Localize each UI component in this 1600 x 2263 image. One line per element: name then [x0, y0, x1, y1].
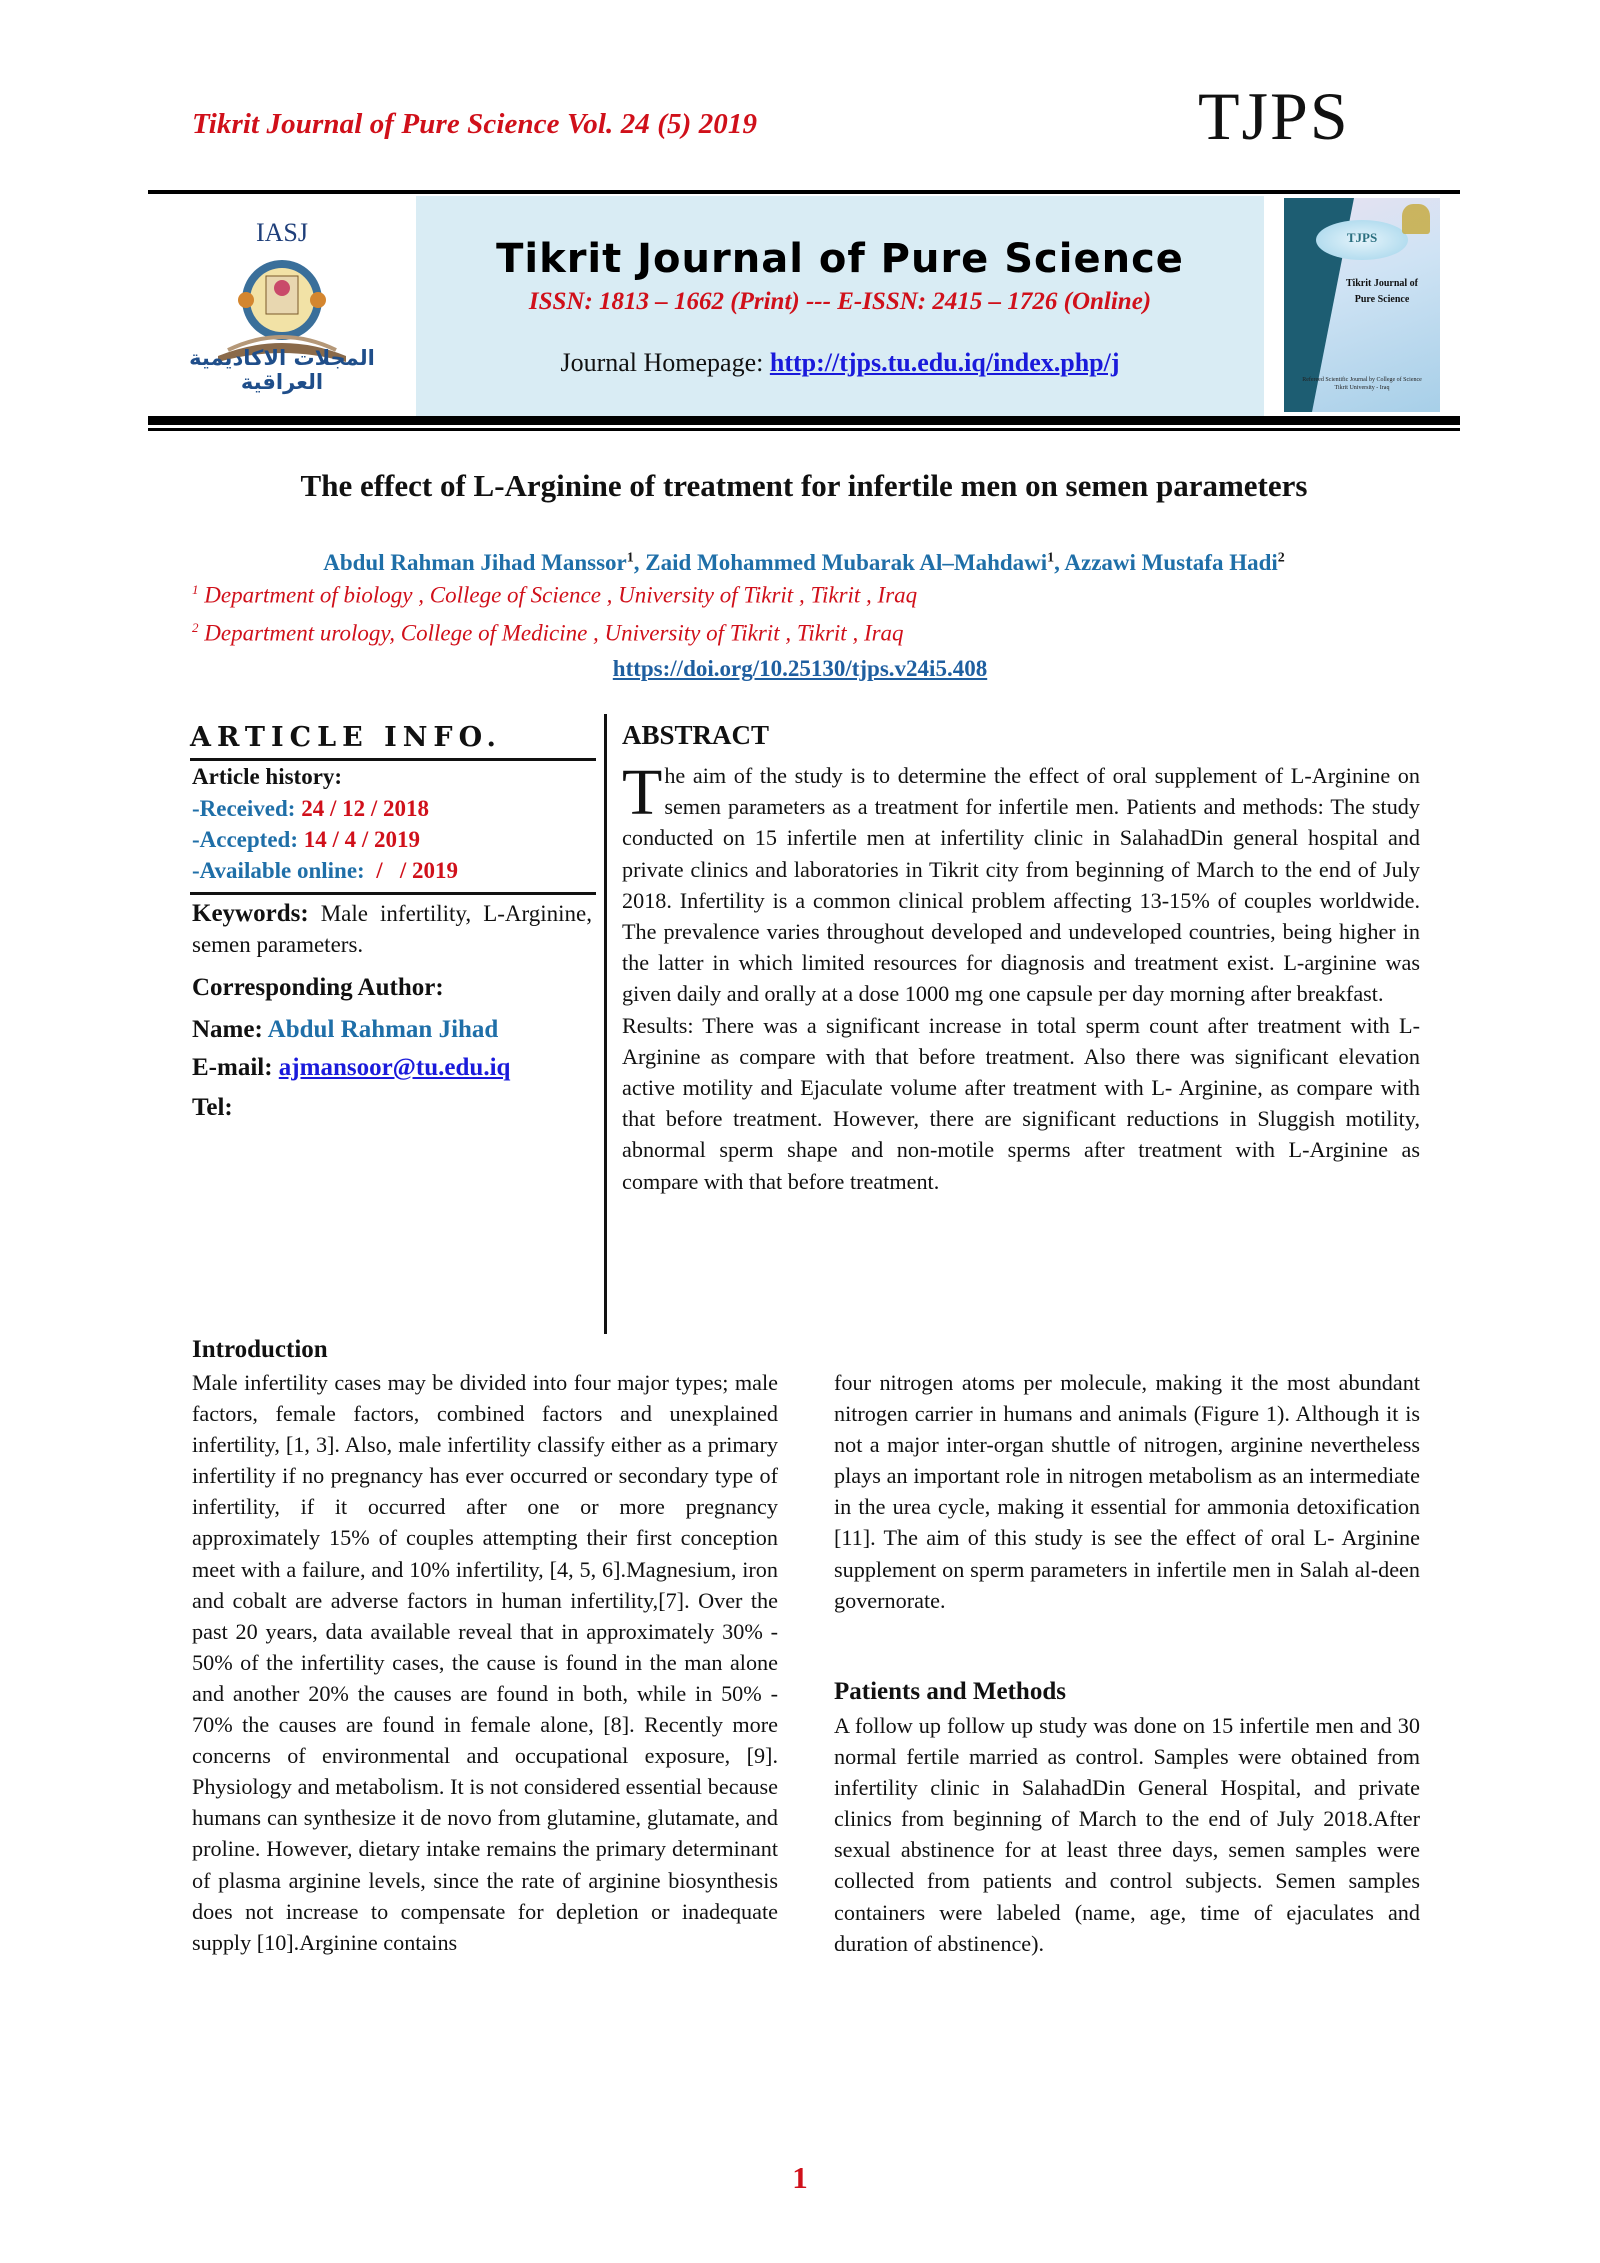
- homepage-label: Journal Homepage:: [560, 348, 770, 377]
- journal-cover-image: [1284, 198, 1440, 412]
- email-label: E-mail:: [192, 1054, 279, 1081]
- received-value: 24 / 12 / 2018: [301, 796, 429, 821]
- abstract-results: Results: There was a significant increase in total sperm count after treatment with L- Arginine as compare with that before treatment. Also there was significant elevation active motility and Ejaculate volume after treatment with L- Arginine, as compare with that before treatment. However, there are significant reductions in Sluggish motility, abnormal sperm shape and non-motile sperms after treatment with L-Arginine as compare with that before treatment.: [622, 1012, 1420, 1194]
- methods-text: A follow up follow up study was done on 15 infertile men and 30 normal fertile married as control. Samples were obtained from infertility clinic in SalahadDin General Hospital, and private clinics from beginning of March to the end of July 2018.After sexual abstinence for at least three days, semen samples were collected from patients and control subjects. Semen samples containers were labeled (name, age, time of ejaculates and duration of abstinence).: [834, 1713, 1420, 1956]
- journal-homepage: [416, 348, 1264, 378]
- running-head: Tikrit Journal of Pure Science Vol. 24 (5) 2019: [192, 108, 758, 140]
- corresponding-author-label: Corresponding Author:: [192, 974, 444, 1001]
- introduction-heading: Introduction: [192, 1336, 328, 1363]
- journal-banner: [416, 196, 1264, 416]
- author-affiliation-mark: 1: [626, 550, 634, 566]
- methods-column: [834, 1710, 1420, 1959]
- author-separator: ,: [633, 550, 646, 575]
- affiliation-number: 2: [192, 620, 199, 635]
- doi: [0, 656, 1600, 682]
- keywords-value: Male infertility, L-Arginine, semen parameters.: [192, 901, 592, 957]
- received-label: -Received:: [192, 796, 302, 821]
- iasj-label: IASJ: [255, 218, 308, 247]
- affiliation-2: [192, 620, 904, 647]
- available-label: -Available online:: [192, 858, 371, 883]
- author-list: [140, 550, 1468, 576]
- author-name: Azzawi Mustafa Hadi: [1064, 550, 1278, 575]
- tjps-brand-logo: TJPS: [1198, 78, 1350, 154]
- email-link[interactable]: ajmansoor@tu.edu.iq: [278, 1054, 511, 1081]
- cover-footer: [1290, 376, 1434, 393]
- banner-bottom-thin-rule: [148, 428, 1460, 431]
- article-info-rule: [190, 758, 596, 761]
- introduction-left-column: [192, 1367, 778, 1958]
- column-divider: [604, 714, 607, 1334]
- accepted-value: 14 / 4 / 2019: [303, 827, 421, 852]
- iasj-arabic-text: المجلات الاكاديمية العراقية: [189, 346, 375, 394]
- author-name: Abdul Rahman Jihad Manssor: [323, 550, 627, 575]
- journal-name: Tikrit Journal of Pure Science: [496, 236, 1184, 282]
- doi-link[interactable]: https://doi.org/10.25130/tjps.v24i5.408: [612, 656, 988, 681]
- author-separator: ,: [1054, 550, 1065, 575]
- cover-title: [1324, 276, 1440, 308]
- corresponding-name: [192, 1016, 498, 1044]
- author-affiliation-mark: 2: [1277, 550, 1285, 566]
- issn-line: ISSN: 1813 – 1662 (Print) --- E-ISSN: 2415 – 1726 (Online): [528, 288, 1152, 315]
- author-affiliation-mark: 1: [1047, 550, 1055, 566]
- keywords-label: Keywords:: [192, 900, 309, 927]
- page-number: 1: [792, 2160, 808, 2195]
- keywords: [192, 898, 592, 960]
- cover-badge-text: TJPS: [1346, 230, 1378, 245]
- corresponding-email: [192, 1054, 510, 1082]
- affiliation-number: 1: [192, 582, 199, 597]
- received-date: [192, 796, 429, 822]
- banner-bottom-rule: [148, 416, 1460, 425]
- homepage-link[interactable]: http://tjps.tu.edu.iq/index.php/j: [769, 348, 1120, 377]
- methods-heading: Patients and Methods: [834, 1678, 1066, 1705]
- name-value: Abdul Rahman Jihad: [267, 1016, 499, 1043]
- cover-panel: [1264, 194, 1460, 416]
- article-history-label: Article history:: [192, 764, 343, 789]
- name-label: Name:: [192, 1016, 268, 1043]
- corresponding-tel: Tel:: [192, 1094, 233, 1121]
- introduction-right-column: [834, 1367, 1420, 1616]
- article-info-heading: ARTICLE INFO.: [190, 722, 502, 753]
- iasj-logo-panel: [148, 194, 416, 416]
- affiliation-text: Department of biology , College of Science , University of Tikrit , Tikrit , Iraq: [204, 582, 918, 608]
- introduction-text-continued: four nitrogen atoms per molecule, making it the most abundant nitrogen carrier in humans and animals (Figure 1). Although it is not a major inter-organ shuttle of nitrogen, arginine nevertheless plays an important role in nitrogen metabolism as an intermediate in the urea cycle, making it essential for ammonia detoxification [11]. The aim of this study is see the effect of oral L- Arginine supplement on sperm parameters in infertile men in Salah al-deen governorate.: [834, 1370, 1420, 1613]
- drop-cap: T: [622, 756, 663, 829]
- accepted-label: -Accepted:: [192, 827, 304, 852]
- affiliation-text: Department urology, College of Medicine , University of Tikrit , Tikrit , Iraq: [204, 620, 904, 646]
- available-value: / / 2019: [370, 858, 458, 883]
- cover-footer-line2: Tikrit University - Iraq: [1334, 385, 1390, 392]
- affiliation-1: [192, 582, 917, 609]
- abstract-body: [622, 756, 1420, 1197]
- abstract-paragraph: [622, 756, 1420, 1010]
- author-name: Zaid Mohammed Mubarak Al–Mahdawi: [645, 550, 1048, 575]
- abstract-text: he aim of the study is to determine the effect of oral supplement of L-Arginine on semen parameters as a treatment for infertile men. Patients and methods: The study conducted on 15 infertile men at infertility clinic in SalahadDin general hospital and private clinics and laboratories in Tikrit city from beginning of March to the end of July 2018. Infertility is a common clinical problem affecting 13-15% of couples worldwide. The prevalence varies throughout developed and undeveloped countries, being higher in the latter in which limited resources for diagnosis and treatment exist. L-arginine was given daily and orally at a dose 1000 mg one capsule per day morning after breakfast.: [622, 763, 1420, 1007]
- cover-footer-line1: Refereed Scientific Journal by College of Science: [1302, 377, 1422, 383]
- available-online-date: [192, 858, 458, 884]
- article-info-rule: [190, 892, 596, 895]
- introduction-text: Male infertility cases may be divided into four major types; male factors, female factors, combined factors and unexplained infertility, [1, 3]. Also, male infertility classify either as a primary infertility if no pregnancy has ever occurred or secondary type of infertility, if it occurred after one or more pregnancy approximately 15% of couples attempting their first conception meet with a failure, and 10% infertility, [4, 5, 6].Magnesium, iron and cobalt are adverse factors in human infertility,[7]. Over the past 20 years, data available reveal that in approximately 30% - 50% of the infertility cases, the cause is found in the man alone and another 20% the causes are found in both, while in 50% - 70% the causes are found in female alone, [8]. Recently more concerns of environmental and occupational exposure, [9]. Physiology and metabolism. It is not considered essential because humans can synthesize it de novo from glutamine, glutamate, and proline. However, dietary intake remains the primary determinant of plasma arginine levels, since the rate of arginine biosynthesis does not increase to compensate for depletion or inadequate supply [10].Arginine contains: [192, 1370, 778, 1955]
- cover-title-line2: Pure Science: [1354, 294, 1410, 305]
- abstract-heading: ABSTRACT: [622, 720, 770, 750]
- article-title: The effect of L-Arginine of treatment for infertile men on semen parameters: [300, 468, 1308, 503]
- cover-title-line1: Tikrit Journal of: [1345, 278, 1419, 289]
- cover-emblem-icon: [1402, 204, 1430, 234]
- accepted-date: [192, 827, 420, 853]
